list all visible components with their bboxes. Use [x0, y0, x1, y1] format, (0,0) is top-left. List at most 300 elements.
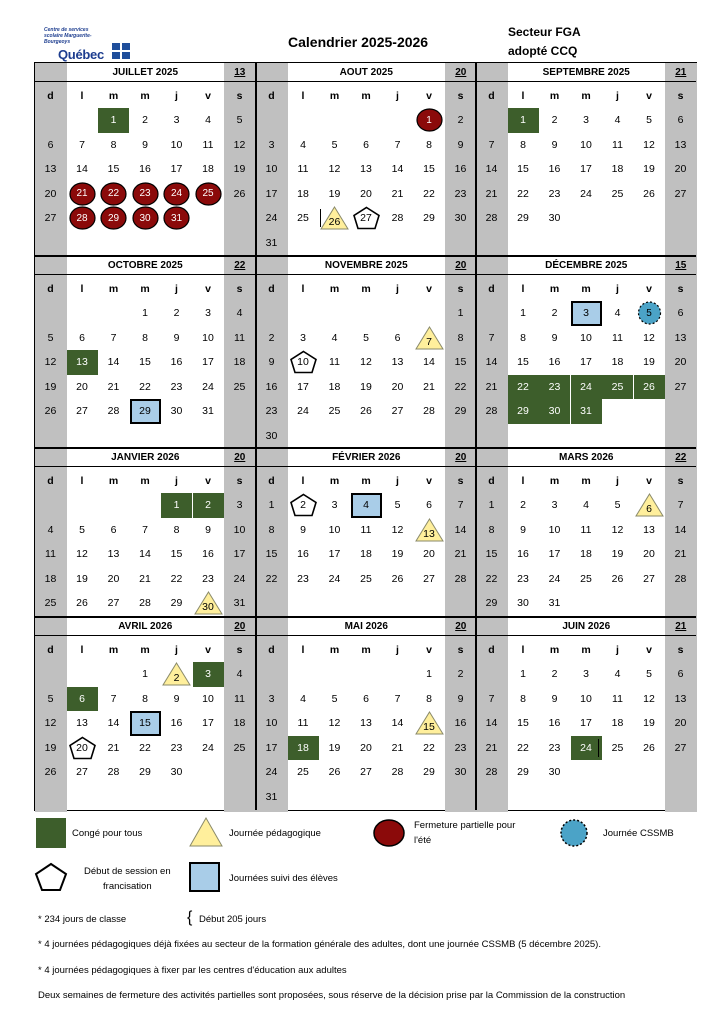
day-cell — [571, 542, 602, 567]
day-number: 7 — [677, 499, 684, 512]
day-number: 15 — [423, 163, 435, 176]
day-number: 2 — [173, 672, 180, 685]
day-number: 29 — [517, 405, 529, 418]
logo-organization: Centre de services scolaire Marguerite-Bourgeoys — [44, 27, 92, 45]
day-number: 19 — [611, 548, 624, 561]
month-title: SEPTEMBRE 2025 — [542, 67, 630, 78]
day-number: 21 — [674, 548, 687, 561]
day-cell — [508, 518, 539, 543]
day-cell — [288, 326, 319, 351]
day-number: 6 — [677, 114, 684, 127]
weekday-header: m — [549, 475, 560, 488]
day-cell — [634, 493, 665, 518]
day-cell — [98, 518, 129, 543]
weekday-header: j — [175, 475, 178, 488]
day-number: 11 — [580, 523, 592, 536]
day-number: 12 — [643, 692, 655, 705]
day-cell — [319, 567, 350, 592]
day-number: 23 — [170, 380, 183, 393]
day-cell-conge — [98, 108, 129, 133]
day-cell — [193, 133, 224, 158]
day-cell — [161, 157, 192, 182]
weekday-header: l — [80, 283, 84, 296]
weekday-header: m — [108, 644, 119, 657]
day-number: 18 — [233, 356, 246, 369]
day-number: 7 — [142, 523, 148, 536]
day-cell — [288, 567, 319, 592]
day-cell — [508, 591, 539, 616]
day-cell-conge — [602, 375, 633, 400]
day-cell — [288, 375, 319, 400]
day-number: 10 — [297, 356, 309, 369]
sector-line-2: adopté CCQ — [508, 44, 578, 58]
day-cell — [67, 542, 98, 567]
day-number: 24 — [328, 572, 341, 585]
day-cell — [193, 326, 224, 351]
day-cell — [602, 518, 633, 543]
day-number: 3 — [331, 499, 338, 512]
day-number: 24 — [265, 212, 278, 225]
day-cell — [35, 687, 66, 712]
day-cell — [571, 662, 602, 687]
day-number: 12 — [44, 356, 57, 369]
day-cell — [67, 375, 98, 400]
day-cell — [319, 326, 350, 351]
day-number: 5 — [47, 692, 54, 705]
day-number: 23 — [454, 187, 467, 200]
day-cell-suivi — [571, 301, 602, 326]
day-cell — [98, 736, 129, 761]
day-cell — [602, 687, 633, 712]
day-cell — [351, 567, 382, 592]
day-cell — [414, 687, 445, 712]
day-cell — [508, 711, 539, 736]
day-cell-conge — [67, 350, 98, 375]
day-number: 30 — [139, 212, 151, 224]
day-cell — [476, 399, 507, 424]
day-number: 26 — [360, 405, 372, 418]
day-number: 14 — [391, 717, 404, 730]
day-number: 21 — [485, 187, 498, 200]
day-number: 24 — [297, 405, 309, 418]
day-cell — [665, 711, 696, 736]
day-cell — [665, 518, 696, 543]
day-number: 23 — [548, 380, 561, 393]
day-cell — [288, 542, 319, 567]
day-cell — [351, 736, 382, 761]
day-number: 5 — [646, 307, 652, 319]
day-number: 16 — [170, 717, 183, 730]
day-cell — [508, 493, 539, 518]
legend-triangle-icon — [188, 816, 224, 848]
day-number: 28 — [485, 766, 498, 779]
day-number: 21 — [485, 380, 498, 393]
legend-suivi-label: Journées suivi des élèves — [229, 873, 338, 884]
day-cell — [508, 182, 539, 207]
month-title-underline — [35, 635, 696, 636]
day-cell — [508, 326, 539, 351]
day-number: 1 — [457, 307, 464, 320]
day-cell — [476, 326, 507, 351]
day-cell — [35, 182, 66, 207]
month-title: JUILLET 2025 — [112, 67, 179, 78]
day-cell — [130, 567, 161, 592]
day-cell — [351, 760, 382, 785]
day-number: 2 — [173, 307, 180, 320]
weekday-header: d — [268, 90, 275, 103]
day-cell — [98, 591, 129, 616]
day-number: 29 — [107, 212, 120, 224]
day-number: 16 — [139, 163, 151, 176]
day-cell — [224, 133, 255, 158]
day-number: 27 — [76, 405, 88, 418]
day-cell — [193, 518, 224, 543]
day-cell-conge — [193, 493, 224, 518]
day-number: 29 — [139, 766, 151, 779]
block-divider — [35, 616, 696, 618]
day-number: 2 — [268, 331, 275, 344]
day-number: 12 — [643, 138, 655, 151]
day-cell — [224, 350, 255, 375]
day-number: 23 — [297, 572, 309, 585]
day-number: 5 — [614, 499, 621, 512]
day-number: 12 — [611, 523, 624, 536]
day-cell — [98, 157, 129, 182]
weekday-header: m — [140, 90, 150, 103]
day-number: 8 — [426, 138, 432, 151]
day-cell — [414, 711, 445, 736]
day-cell — [382, 542, 413, 567]
day-cell — [224, 182, 255, 207]
weekday-header: s — [236, 644, 243, 657]
day-number: 3 — [583, 114, 589, 127]
day-number: 22 — [139, 741, 151, 754]
legend-fermeture-line-2: l'été — [414, 835, 432, 846]
day-number: 22 — [517, 187, 529, 200]
day-number: 6 — [79, 692, 85, 705]
day-number: 28 — [107, 766, 120, 779]
day-cell — [224, 662, 255, 687]
day-cell — [35, 591, 66, 616]
day-number: 13 — [643, 523, 655, 536]
day-cell — [35, 542, 66, 567]
weekday-header: d — [488, 90, 495, 103]
day-number: 17 — [170, 163, 183, 176]
day-number: 23 — [454, 741, 467, 754]
day-cell — [602, 493, 633, 518]
day-number: 30 — [454, 766, 467, 779]
day-number: 13 — [76, 356, 88, 369]
day-number: 15 — [517, 356, 529, 369]
month-days-count: 20 — [234, 621, 246, 632]
day-number: 27 — [391, 405, 404, 418]
weekday-header: v — [426, 475, 432, 488]
day-cell — [193, 711, 224, 736]
day-number: 13 — [44, 163, 57, 176]
day-cell — [382, 206, 413, 231]
day-cell — [224, 736, 255, 761]
day-cell — [193, 591, 224, 616]
sector-line-1: Secteur FGA — [508, 25, 581, 39]
day-number: 6 — [677, 307, 684, 320]
weekday-header: m — [549, 90, 560, 103]
day-cell — [382, 760, 413, 785]
day-cell — [130, 687, 161, 712]
weekday-header: m — [581, 283, 591, 296]
day-cell — [539, 518, 570, 543]
day-number: 4 — [614, 668, 621, 681]
day-cell — [602, 542, 633, 567]
day-cell — [98, 350, 129, 375]
day-number: 20 — [423, 548, 435, 561]
day-number: 4 — [331, 331, 338, 344]
day-number: 4 — [300, 692, 306, 705]
day-cell — [161, 662, 192, 687]
day-cell — [67, 399, 98, 424]
day-number: 13 — [674, 138, 687, 151]
day-number: 18 — [611, 356, 624, 369]
legend-fermeture-line-1: Fermeture partielle pour — [414, 820, 516, 831]
weekday-header: s — [457, 644, 464, 657]
day-number: 10 — [170, 138, 183, 151]
weekday-header: j — [616, 90, 619, 103]
day-number: 11 — [612, 692, 623, 705]
day-cell — [130, 542, 161, 567]
day-number: 20 — [360, 741, 372, 754]
day-number: 7 — [488, 138, 495, 151]
day-number: 2 — [457, 114, 464, 127]
day-number: 15 — [170, 548, 183, 561]
day-number: 30 — [517, 597, 529, 610]
day-cell — [665, 662, 696, 687]
day-cell — [224, 711, 255, 736]
note-fermeture: Deux semaines de fermeture des activités partielles sont proposées, sous réserve de la décision prise par la Commission de la construction — [38, 990, 626, 1001]
day-number: 29 — [517, 766, 529, 779]
day-number: 8 — [457, 331, 464, 344]
day-number: 13 — [360, 717, 372, 730]
quebec-logo — [44, 27, 144, 61]
day-cell — [634, 133, 665, 158]
weekday-header: d — [47, 475, 54, 488]
day-number: 18 — [580, 548, 592, 561]
day-number: 27 — [674, 741, 687, 754]
day-number: 24 — [202, 380, 214, 393]
day-number: 28 — [139, 597, 151, 610]
day-cell-suivi — [130, 399, 161, 424]
day-number: 8 — [520, 138, 526, 151]
day-number: 24 — [233, 572, 246, 585]
day-number: 17 — [580, 163, 592, 176]
weekday-header: l — [80, 644, 84, 657]
day-cell — [602, 567, 633, 592]
day-cell — [571, 687, 602, 712]
month-title: OCTOBRE 2025 — [107, 260, 183, 271]
day-number: 2 — [457, 668, 464, 681]
day-cell — [193, 182, 224, 207]
day-number: 19 — [391, 548, 404, 561]
weekday-header: m — [361, 644, 371, 657]
day-cell — [445, 567, 476, 592]
day-number: 17 — [548, 548, 561, 561]
day-cell — [130, 301, 161, 326]
day-cell — [224, 567, 255, 592]
day-cell — [319, 399, 350, 424]
day-cell — [35, 157, 66, 182]
weekday-header: d — [268, 475, 275, 488]
weekday-header: m — [329, 90, 340, 103]
day-number: 7 — [426, 335, 432, 348]
day-number: 1 — [520, 668, 526, 681]
day-cell — [445, 182, 476, 207]
weekday-header: s — [457, 90, 464, 103]
day-number: 8 — [110, 138, 117, 151]
day-number: 22 — [139, 380, 151, 393]
day-number: 10 — [548, 523, 561, 536]
weekday-header: j — [396, 283, 399, 296]
day-cell-conge — [634, 375, 665, 400]
day-cell — [67, 182, 98, 207]
day-cell — [508, 687, 539, 712]
day-cell — [665, 326, 696, 351]
month-days-count: 22 — [675, 452, 687, 463]
day-number: 12 — [360, 356, 372, 369]
day-cell — [256, 687, 287, 712]
day-number: 30 — [548, 405, 561, 418]
day-number: 4 — [300, 138, 306, 151]
day-number: 9 — [173, 331, 180, 344]
day-number: 1 — [520, 307, 526, 320]
day-number: 13 — [360, 163, 372, 176]
day-cell — [193, 542, 224, 567]
day-number: 22 — [517, 380, 529, 393]
day-cell — [414, 493, 445, 518]
day-number: 5 — [646, 668, 652, 681]
day-number: 26 — [611, 572, 624, 585]
day-cell — [476, 206, 507, 231]
day-cell — [414, 157, 445, 182]
day-cell — [288, 687, 319, 712]
day-number: 25 — [611, 741, 624, 754]
day-number: 16 — [548, 717, 561, 730]
month-days-count: 13 — [234, 67, 246, 78]
day-number: 4 — [47, 523, 54, 536]
day-number: 7 — [110, 692, 117, 705]
weekday-header: l — [521, 90, 525, 103]
weekday-header: s — [677, 644, 684, 657]
day-number: 6 — [363, 138, 369, 151]
day-cell — [634, 301, 665, 326]
day-number: 22 — [517, 741, 529, 754]
day-cell — [476, 182, 507, 207]
day-number: 16 — [517, 548, 529, 561]
month-days-count: 15 — [675, 260, 687, 271]
bracket-icon: { — [187, 909, 193, 926]
day-cell — [161, 567, 192, 592]
day-number: 22 — [265, 572, 278, 585]
day-number: 23 — [139, 188, 151, 200]
day-number: 6 — [677, 668, 684, 681]
day-cell — [161, 518, 192, 543]
day-cell — [539, 567, 570, 592]
day-cell — [224, 687, 255, 712]
day-cell — [256, 518, 287, 543]
day-cell — [602, 108, 633, 133]
weekday-header: d — [47, 90, 54, 103]
day-number: 21 — [391, 741, 404, 754]
weekday-header: s — [236, 475, 243, 488]
day-cell — [665, 301, 696, 326]
day-cell — [476, 687, 507, 712]
day-number: 14 — [107, 717, 120, 730]
day-cell — [98, 206, 129, 231]
day-cell — [67, 567, 98, 592]
day-number: 26 — [44, 405, 57, 418]
day-number: 11 — [234, 692, 245, 705]
day-number: 24 — [580, 741, 592, 754]
day-cell — [665, 567, 696, 592]
day-number: 25 — [202, 188, 214, 200]
month-title: NOVEMBRE 2025 — [324, 260, 408, 271]
day-cell — [288, 350, 319, 375]
day-number: 25 — [297, 766, 309, 779]
day-cell — [445, 350, 476, 375]
weekday-header: j — [396, 90, 399, 103]
day-cell — [414, 375, 445, 400]
day-cell — [67, 518, 98, 543]
day-cell — [445, 133, 476, 158]
weekday-header: d — [488, 644, 495, 657]
day-number: 27 — [643, 572, 655, 585]
weekday-header: v — [646, 283, 652, 296]
day-number: 18 — [297, 187, 309, 200]
weekday-header: s — [677, 283, 684, 296]
day-cell — [256, 493, 287, 518]
day-cell — [224, 108, 255, 133]
day-number: 19 — [328, 741, 341, 754]
weekday-header: m — [549, 644, 560, 657]
day-number: 28 — [674, 572, 687, 585]
weekday-header: j — [616, 644, 619, 657]
day-cell — [634, 157, 665, 182]
day-number: 23 — [170, 741, 183, 754]
day-number: 8 — [142, 331, 148, 344]
day-number: 29 — [139, 405, 151, 418]
day-cell — [35, 133, 66, 158]
day-number: 14 — [485, 163, 498, 176]
day-cell — [382, 157, 413, 182]
day-cell — [382, 687, 413, 712]
day-number: 30 — [454, 212, 467, 225]
day-cell — [476, 567, 507, 592]
day-number: 17 — [202, 717, 214, 730]
day-cell — [665, 133, 696, 158]
block-divider — [35, 447, 696, 449]
day-cell — [445, 542, 476, 567]
day-number: 10 — [580, 692, 592, 705]
day-number: 26 — [391, 572, 404, 585]
day-number: 30 — [548, 212, 561, 225]
day-cell — [476, 542, 507, 567]
day-cell — [476, 711, 507, 736]
weekday-header: s — [457, 283, 464, 296]
day-number: 11 — [612, 331, 623, 344]
day-number: 20 — [76, 380, 88, 393]
day-cell — [35, 350, 66, 375]
day-number: 7 — [394, 692, 401, 705]
day-number: 11 — [360, 523, 372, 536]
day-number: 18 — [202, 163, 214, 176]
day-cell — [161, 206, 192, 231]
